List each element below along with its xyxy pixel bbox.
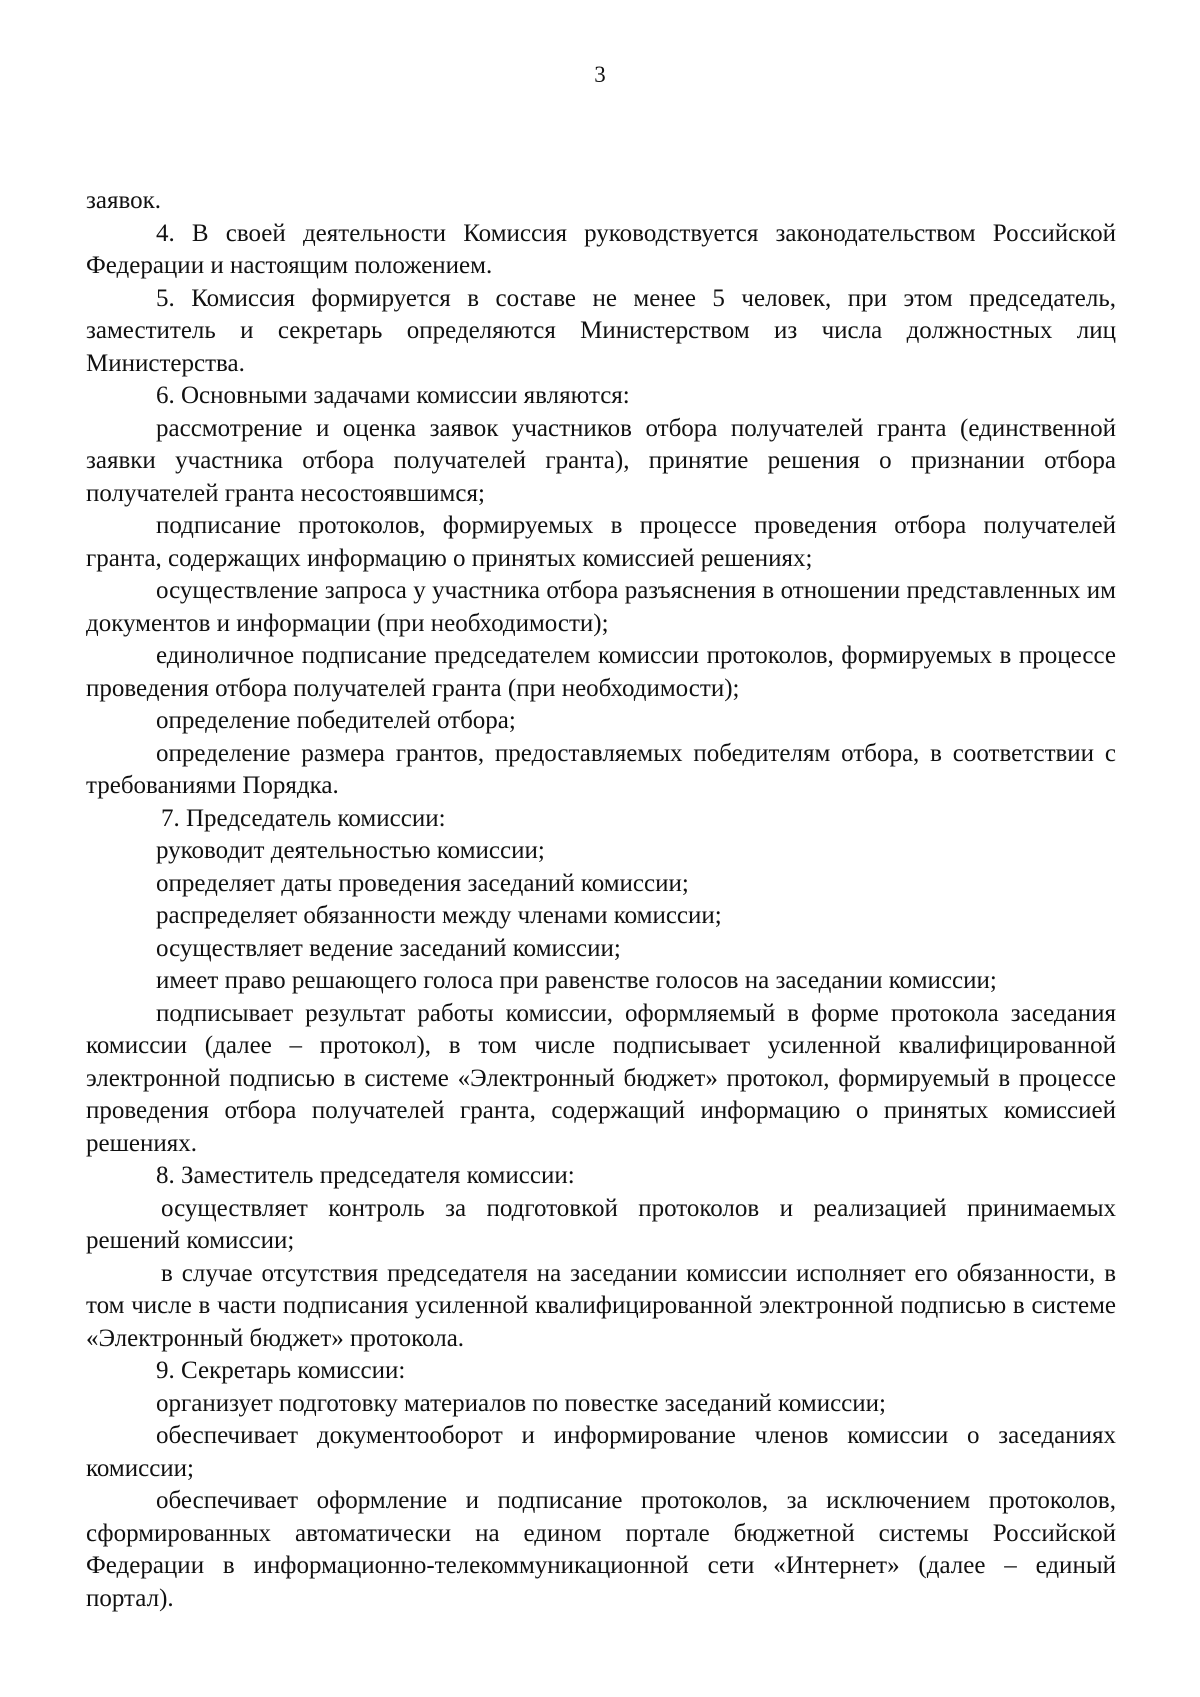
paragraph: 9. Секретарь комиссии:	[156, 1357, 406, 1384]
paragraph: определение размера грантов, предоставляемых победителям отбора, в соответствии с требованиями Порядка.	[86, 739, 1116, 799]
paragraph: рассмотрение и оценка заявок участников отбора получателей гранта (единственной заявки участника отбора получателей гранта), принятие решения о признании отбора получателей гранта несостоявшимся;	[86, 414, 1116, 507]
paragraph: определяет даты проведения заседаний комиссии;	[156, 869, 689, 897]
paragraph: осуществляет ведение заседаний комиссии;	[156, 934, 621, 962]
paragraph: 8. Заместитель председателя комиссии:	[156, 1162, 575, 1189]
paragraph: обеспечивает документооборот и информирование членов комиссии о заседаниях комиссии;	[86, 1422, 1116, 1482]
paragraph: 4. В своей деятельности Комиссия руководствуется законодательством Российской Федерации и настоящим положением.	[86, 219, 1116, 279]
paragraph: распределяет обязанности между членами комиссии;	[156, 902, 722, 929]
paragraph: подписание протоколов, формируемых в процессе проведения отбора получателей гранта, содержащих информацию о принятых комиссией решениях;	[86, 512, 1116, 572]
paragraph: обеспечивает оформление и подписание протоколов, за исключением протоколов, сформированных автоматически на едином портале бюджетной системы Российской Федерации в информационно-телекоммуникационной сети «Интернет» (далее – единый портал).	[86, 1487, 1116, 1612]
paragraph: осуществляет контроль за подготовкой протоколов и реализацией принимаемых решений комиссии;	[86, 1194, 1116, 1254]
paragraph: руководит деятельностью комиссии;	[156, 837, 545, 864]
document-body	[86, 185, 1116, 1615]
paragraph: определение победителей отбора;	[156, 707, 516, 734]
paragraph: заявок.	[86, 187, 161, 214]
paragraph: подписывает результат работы комиссии, оформляемый в форме протокола заседания комиссии (далее – протокол), в том числе подписывает усиленной квалифицированной электронной подписью в системе «Электронный бюджет» протокол, формируемый в процессе проведения отбора получателей гранта, содержащий информацию о принятых комиссией решениях.	[86, 999, 1116, 1157]
paragraph: 7. Председатель комиссии:	[161, 804, 446, 832]
paragraph: 6. Основными задачами комиссии являются:	[156, 382, 630, 409]
paragraph: осуществление запроса у участника отбора разъяснения в отношении представленных им документов и информации (при необходимости);	[86, 577, 1116, 637]
paragraph: в случае отсутствия председателя на заседании комиссии исполняет его обязанности, в том числе в части подписания усиленной квалифицированной электронной подписью в системе «Электронный бюджет» протокола.	[86, 1259, 1116, 1352]
paragraph: имеет право решающего голоса при равенстве голосов на заседании комиссии;	[156, 967, 997, 994]
paragraph: единоличное подписание председателем комиссии протоколов, формируемых в процессе проведения отбора получателей гранта (при необходимости);	[86, 642, 1116, 702]
paragraph: 5. Комиссия формируется в составе не менее 5 человек, при этом председатель, заместитель и секретарь определяются Министерством из числа должностных лиц Министерства.	[86, 284, 1116, 377]
paragraph: организует подготовку материалов по повестке заседаний комиссии;	[156, 1389, 886, 1417]
page-number: 3	[594, 62, 606, 87]
